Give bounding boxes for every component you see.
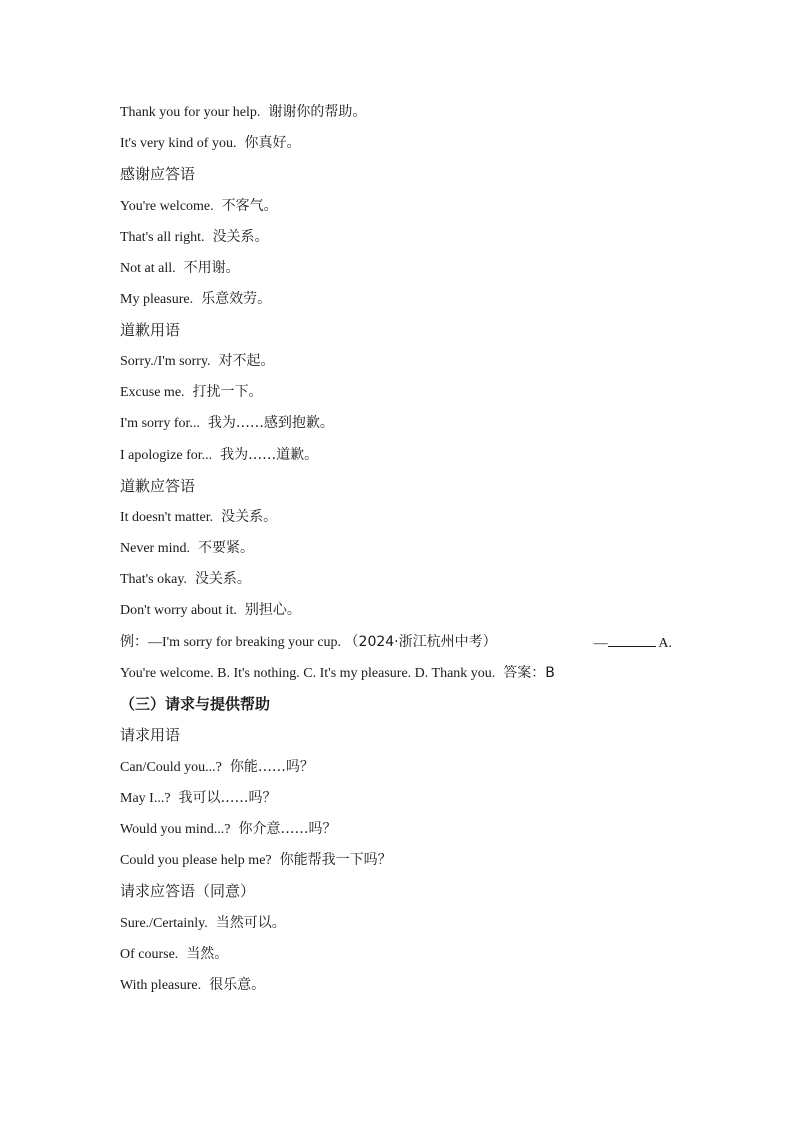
example-question xyxy=(120,632,680,654)
phrase-line xyxy=(120,382,680,403)
english-phrase: May I...? xyxy=(120,791,171,806)
phrase-line xyxy=(120,913,680,934)
english-phrase: Can/Could you...? xyxy=(120,760,222,775)
section-title: （三）请求与提供帮助 xyxy=(120,695,271,713)
chinese-translation: 没关系。 xyxy=(212,229,269,245)
category-heading: 道歉应答语 xyxy=(120,477,196,495)
english-phrase: My pleasure. xyxy=(120,292,194,307)
chinese-translation: 没关系。 xyxy=(221,509,278,525)
english-phrase: Sorry./I'm sorry. xyxy=(120,354,211,369)
english-phrase: Don't worry about it. xyxy=(120,603,237,618)
english-phrase: Sure./Certainly. xyxy=(120,916,208,931)
english-phrase: It doesn't matter. xyxy=(120,510,214,525)
chinese-translation: 乐意效劳。 xyxy=(201,291,272,307)
phrase-line xyxy=(120,289,680,310)
chinese-translation: 别担心。 xyxy=(244,602,301,618)
english-phrase: With pleasure. xyxy=(120,978,202,993)
english-phrase: It's very kind of you. xyxy=(120,136,237,151)
english-phrase: Excuse me. xyxy=(120,385,185,400)
answer-dash: — xyxy=(593,636,608,651)
example-prefix: 例： xyxy=(120,634,148,650)
phrase-line xyxy=(120,850,680,871)
chinese-translation: 你真好。 xyxy=(244,135,301,151)
english-phrase: That's okay. xyxy=(120,572,187,587)
chinese-translation: 没关系。 xyxy=(194,571,251,587)
category-heading: 道歉用语 xyxy=(120,321,181,339)
answer-blank xyxy=(608,632,656,647)
chinese-translation: 不客气。 xyxy=(221,198,278,214)
english-phrase: Would you mind...? xyxy=(120,822,231,837)
phrase-line xyxy=(120,538,680,559)
chinese-translation: 你能帮我一下吗？ xyxy=(279,852,392,868)
english-phrase: Could you please help me? xyxy=(120,853,272,868)
phrase-line xyxy=(120,788,680,809)
chinese-translation: 当然可以。 xyxy=(215,915,286,931)
phrase-line xyxy=(120,102,680,123)
chinese-translation: 打扰一下。 xyxy=(192,384,263,400)
english-phrase: I'm sorry for... xyxy=(120,416,200,431)
category-heading: 感谢应答语 xyxy=(120,165,196,183)
category-heading: 请求用语 xyxy=(120,726,181,744)
english-phrase: Of course. xyxy=(120,947,179,962)
example-options-text: You're welcome. B. It's nothing. C. It's my pleasure. D. Thank you. xyxy=(120,666,496,681)
option-a-label: A. xyxy=(658,636,672,651)
chinese-translation: 你能……吗？ xyxy=(229,759,314,775)
english-phrase: Never mind. xyxy=(120,541,190,556)
phrase-line xyxy=(120,600,680,621)
phrase-line xyxy=(120,819,680,840)
chinese-translation: 我可以……吗？ xyxy=(178,790,277,806)
english-phrase: That's all right. xyxy=(120,230,205,245)
phrase-line xyxy=(120,507,680,528)
phrase-line xyxy=(120,258,680,279)
phrase-line xyxy=(120,133,680,154)
phrase-line xyxy=(120,569,680,590)
chinese-translation: 你介意……吗？ xyxy=(238,821,337,837)
phrase-line xyxy=(120,975,680,996)
phrase-line xyxy=(120,413,680,434)
example-options xyxy=(120,663,680,684)
phrase-line xyxy=(120,445,680,466)
example-answer: 答案：B xyxy=(503,665,555,681)
chinese-translation: 谢谢你的帮助。 xyxy=(268,104,367,120)
phrase-line xyxy=(120,757,680,778)
chinese-translation: 我为……感到抱歉。 xyxy=(207,415,334,431)
example-question-text: —I'm sorry for breaking your cup. xyxy=(148,635,342,650)
english-phrase: I apologize for... xyxy=(120,448,213,463)
example-source: （2024·浙江杭州中考） xyxy=(344,634,497,650)
chinese-translation: 不要紧。 xyxy=(197,540,254,556)
english-phrase: Thank you for your help. xyxy=(120,105,261,120)
phrase-line xyxy=(120,351,680,372)
chinese-translation: 我为……道歉。 xyxy=(220,447,319,463)
english-phrase: You're welcome. xyxy=(120,199,214,214)
phrase-line xyxy=(120,227,680,248)
chinese-translation: 对不起。 xyxy=(218,353,275,369)
chinese-translation: 很乐意。 xyxy=(209,977,266,993)
category-heading: 请求应答语（同意） xyxy=(120,882,256,900)
english-phrase: Not at all. xyxy=(120,261,176,276)
chinese-translation: 当然。 xyxy=(186,946,229,962)
chinese-translation: 不用谢。 xyxy=(183,260,240,276)
phrase-line xyxy=(120,944,680,965)
phrase-line xyxy=(120,196,680,217)
